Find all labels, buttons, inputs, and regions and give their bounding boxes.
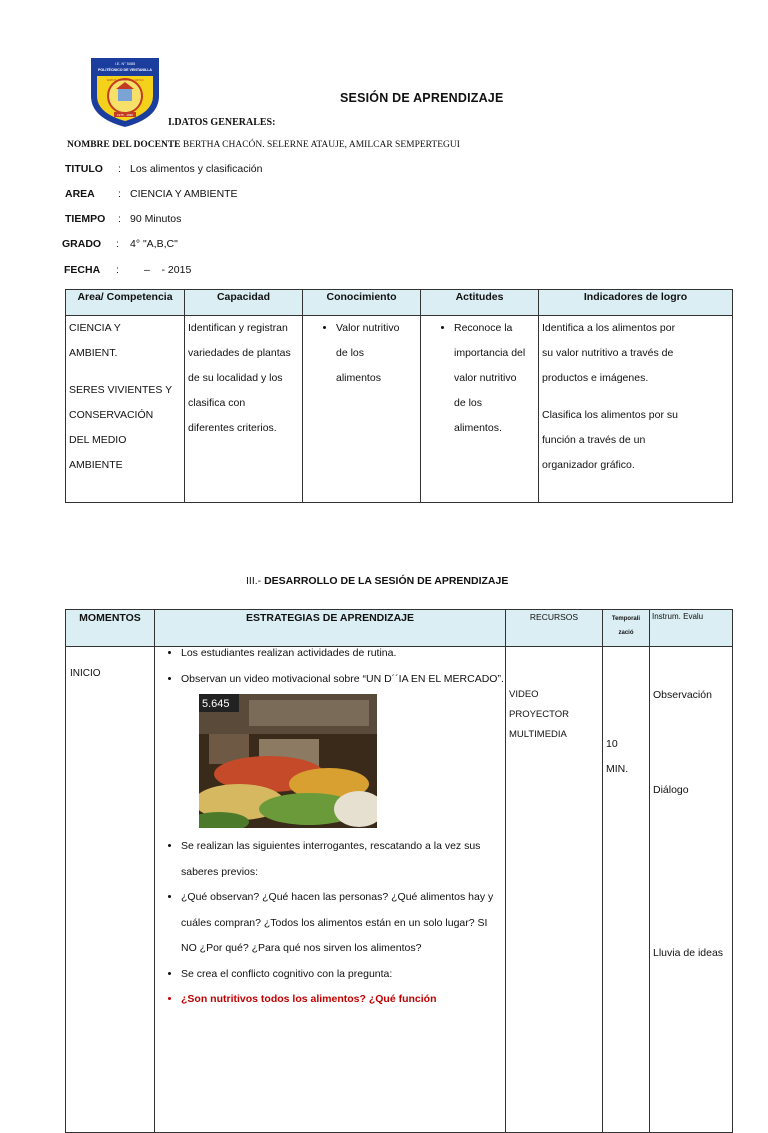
docente-value: BERTHA CHACÓN. SELERNE ATAUJE, AMILCAR SEMPERTEGUI [182, 140, 460, 150]
cell-capacidad: Identifican y registran variedades de plantas de su localidad y los clasifica con diferentes criterios. [185, 316, 303, 503]
logo-ring-text: VERITAS · SAPIENTIA · CARITAS [106, 79, 144, 82]
cell-actitudes: • Reconoce la importancia del valor nutritivo de los alimentos. [421, 316, 539, 503]
strategy-item: • Los estudiantes realizan actividades de rutina. [181, 641, 505, 667]
field-titulo-value: Los alimentos y clasificación [130, 163, 263, 175]
cell-conocimiento: • Valor nutritivo de los alimentos [303, 316, 421, 503]
docente-label: NOMBRE DEL DOCENTE [67, 140, 181, 150]
header-momentos: MOMENTOS [66, 610, 155, 647]
cell-tiempo: 10 MIN. [603, 647, 650, 1133]
docente-line [67, 140, 460, 150]
desarrollo-table [65, 609, 733, 1133]
field-tiempo-value: 90 Minutos [130, 213, 182, 225]
field-fecha-label: FECHA [64, 264, 101, 276]
field-area-sep: : [118, 188, 121, 200]
field-area-label: AREA [65, 188, 95, 200]
strategy-item: • Se crea el conflicto cognitivo con la pregunta: [181, 962, 505, 988]
header-actitudes: Actitudes [421, 290, 539, 316]
cell-area: CIENCIA Y AMBIENT. SERES VIVIENTES Y CONSERVACIÓN DEL MEDIO AMBIENTE [66, 316, 185, 503]
conflict-question: • ¿Son nutritivos todos los alimentos? ¿Qué función [181, 987, 505, 1013]
competencias-table [65, 289, 733, 503]
strategy-item: • Observan un video motivacional sobre “UN D´´IA EN EL MERCADO”. [181, 667, 505, 693]
field-area-value: CIENCIA Y AMBIENTE [130, 188, 238, 200]
cell-momento-inicio: INICIO [66, 647, 155, 1133]
logo-school-name: POLITÉCNICO DE VENTANILLA [97, 68, 153, 72]
header-temporalizacion: Temporali zació [603, 610, 650, 647]
field-fecha-sep: : [116, 264, 119, 276]
header-estrategias: ESTRATEGIAS DE APRENDIZAJE [155, 610, 506, 647]
logo-top-text: I.E. N° 5085 [114, 62, 136, 66]
market-photo [199, 694, 377, 828]
field-titulo-sep: : [118, 163, 121, 175]
cell-instrumentos: Observación Diálogo Lluvia de ideas [650, 647, 733, 1133]
market-sign-text: 5.645 [202, 698, 230, 710]
logo-year: 1975 · 1990 [116, 113, 134, 117]
header-recursos: RECURSOS [506, 610, 603, 647]
cell-indicadores: Identifica a los alimentos por su valor nutritivo a través de productos e imágenes. Clasifica los alimentos por su función a través de un organizador gráfico. [539, 316, 733, 503]
header-instrumentos: Instrum. Evalu [650, 610, 733, 647]
field-titulo-label: TITULO [65, 163, 103, 175]
school-logo [88, 56, 162, 128]
cell-estrategias [155, 647, 506, 1133]
header-indicadores: Indicadores de logro [539, 290, 733, 316]
field-grado-value: 4° "A,B,C" [130, 238, 178, 250]
header-conocimiento: Conocimiento [303, 290, 421, 316]
header-capacidad: Capacidad [185, 290, 303, 316]
field-grado-label: GRADO [62, 238, 102, 250]
section-desarrollo: III.- DESARROLLO DE LA SESIÓN DE APRENDIZAJE [246, 575, 509, 587]
strategy-item: • ¿Qué observan? ¿Qué hacen las personas? ¿Qué alimentos hay y cuáles compran? ¿Todos los alimentos están en un solo lugar? SI NO ¿Por qué? ¿Para qué nos sirven los alimentos? [181, 885, 505, 962]
section-datos-generales: I.DATOS GENERALES: [168, 117, 276, 128]
field-fecha-value: – - 2015 [144, 264, 192, 276]
header-area: Area/ Competencia [66, 290, 185, 316]
cell-recursos: VIDEO PROYECTOR MULTIMEDIA [506, 647, 603, 1133]
field-grado-sep: : [116, 238, 119, 250]
strategy-item: • Se realizan las siguientes interrogantes, rescatando a la vez sus saberes previos: [181, 834, 505, 885]
field-tiempo-sep: : [118, 213, 121, 225]
document-title: SESIÓN DE APRENDIZAJE [340, 91, 504, 105]
field-tiempo-label: TIEMPO [65, 213, 106, 225]
